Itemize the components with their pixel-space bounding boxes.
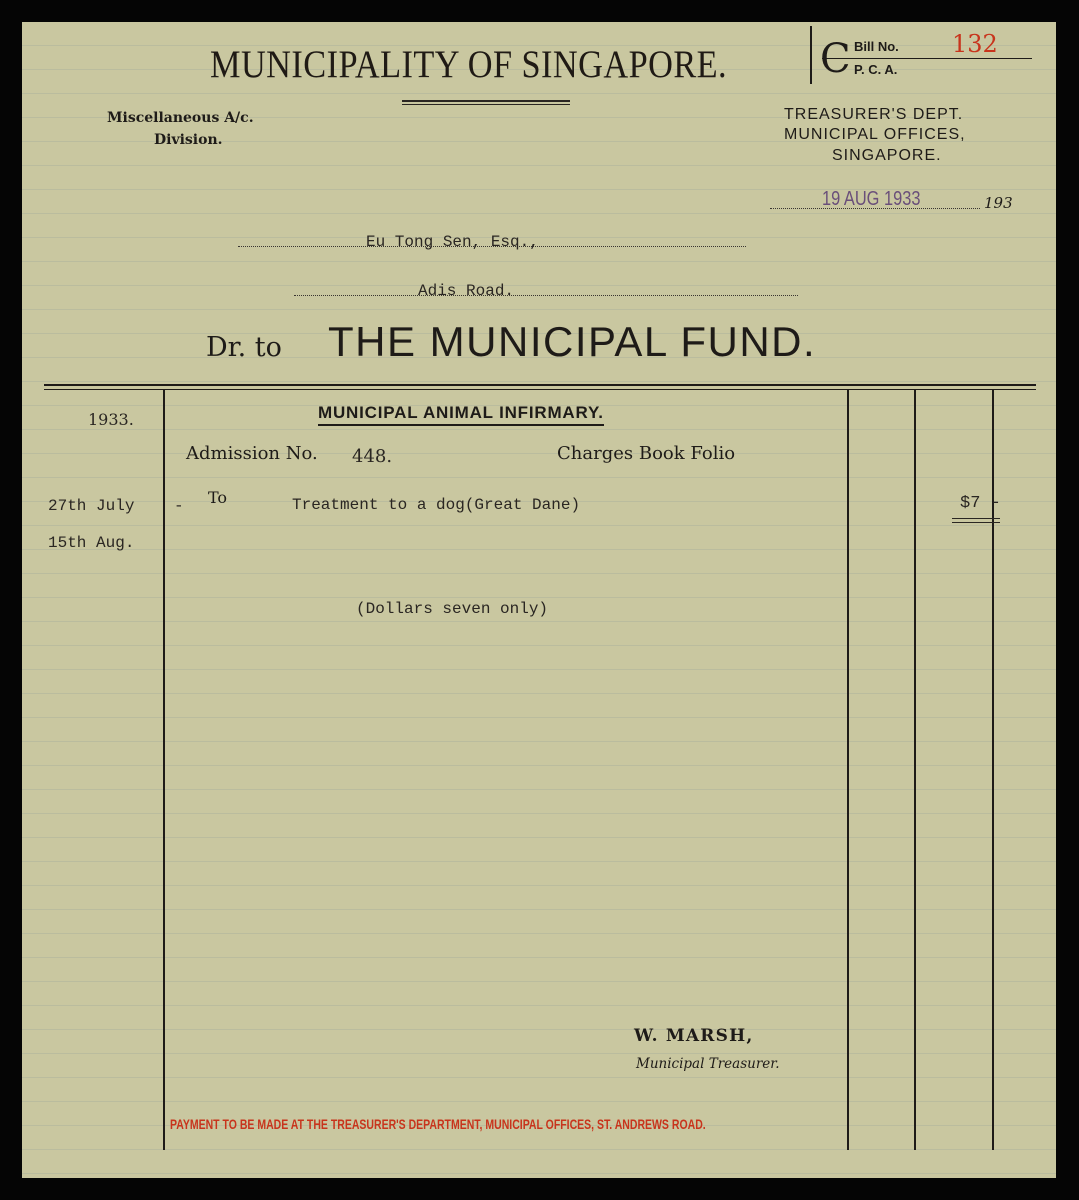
bill-no-label: Bill No.: [854, 39, 899, 54]
addressee-address-line: [294, 295, 798, 296]
bill-box-divider: [810, 26, 812, 84]
account-line-2: Division.: [154, 132, 223, 148]
dept-line-2: MUNICIPAL OFFICES,: [784, 126, 966, 143]
amount-column-left: [914, 390, 916, 1150]
to-label: To: [208, 488, 228, 507]
date-to: 15th Aug.: [48, 534, 135, 552]
addressee-name: Eu Tong Sen, Esq.,: [366, 233, 539, 251]
amount-in-words: (Dollars seven only): [356, 600, 549, 618]
amount-double-underline-1: [952, 518, 1000, 519]
admission-number: 448.: [352, 446, 393, 467]
date-from: 27th July: [48, 497, 135, 515]
treasurer-name: W. MARSH,: [634, 1026, 754, 1046]
table-top-rule-1: [44, 384, 1036, 386]
title-underline-top: [402, 100, 570, 102]
account-line-1: Miscellaneous A/c.: [107, 110, 254, 126]
bill-no-value: 132: [952, 30, 998, 58]
page-title: MUNICIPALITY OF SINGAPORE.: [210, 43, 728, 86]
date-stamp: 19 AUG 1933: [822, 188, 921, 210]
description-column-divider: [847, 390, 849, 1150]
bill-year: 1933.: [88, 410, 134, 429]
date-column-divider: [163, 390, 165, 1150]
table-top-rule-2: [44, 389, 1036, 390]
dept-line-1: TREASURER'S DEPT.: [784, 106, 964, 123]
payment-note: PAYMENT TO BE MADE AT THE TREASURER'S DEPARTMENT, MUNICIPAL OFFICES, ST. ANDREWS ROAD.: [170, 1116, 706, 1132]
item-description: Treatment to a dog(Great Dane): [292, 496, 581, 514]
fund-heading-main: THE MUNICIPAL FUND.: [328, 318, 817, 365]
charges-book-folio-label: Charges Book Folio: [557, 443, 736, 464]
treasurer-title: Municipal Treasurer.: [636, 1056, 780, 1072]
bill-document: [22, 22, 1056, 1178]
addressee-address: Adis Road.: [418, 282, 515, 300]
fund-heading-prefix: Dr. to: [206, 332, 282, 363]
admission-label: Admission No.: [186, 443, 318, 464]
date-range-dash: -: [174, 497, 184, 515]
date-year-suffix: 193: [984, 194, 1013, 212]
title-underline-bottom: [402, 104, 570, 105]
amount-double-underline-2: [952, 522, 1000, 523]
pca-label: P. C. A.: [854, 62, 898, 77]
dept-line-3: SINGAPORE.: [832, 147, 942, 164]
bill-prefix: C: [820, 36, 851, 82]
bill-box-rule: [822, 58, 1032, 59]
item-amount: $7 -: [960, 494, 1001, 513]
section-title: MUNICIPAL ANIMAL INFIRMARY.: [318, 403, 604, 426]
